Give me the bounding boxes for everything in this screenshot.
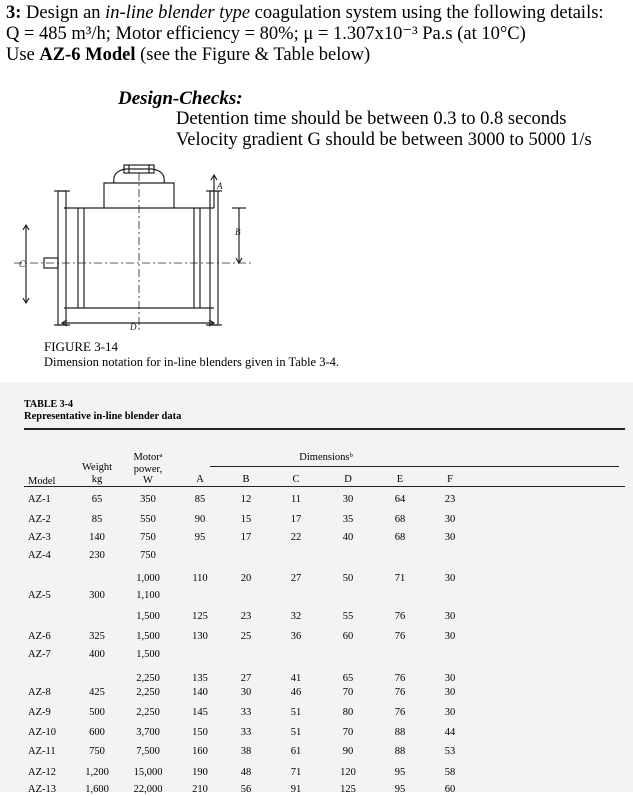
cell-b: 20 (240, 573, 252, 584)
cell-a: 110 (192, 573, 208, 584)
cell-model: AZ-3 (28, 532, 51, 543)
cell-c: 51 (290, 727, 302, 738)
cell-power: 750 (140, 532, 156, 543)
cell-e: 76 (394, 631, 406, 642)
problem-number: 3: (6, 3, 22, 23)
cell-power: 1,000 (136, 573, 160, 584)
figure-caption (44, 339, 339, 370)
cell-power: 1,500 (136, 611, 160, 622)
cell-a: 95 (194, 532, 206, 543)
cell-power: 2,250 (136, 673, 160, 684)
cell-f: 30 (444, 631, 456, 642)
cell-d: 70 (342, 727, 354, 738)
cell-weight: 140 (89, 532, 105, 543)
cell-power: 550 (140, 514, 156, 525)
model-name: AZ-6 Model (39, 45, 136, 65)
cell-weight: 500 (89, 707, 105, 718)
cell-e: 95 (394, 784, 406, 795)
cell-b: 38 (240, 746, 252, 757)
problem-text: Design an (21, 3, 106, 23)
cell-a: 90 (194, 514, 206, 525)
cell-a: 130 (192, 631, 208, 642)
dim-label-c: C (19, 259, 26, 269)
cell-d: 80 (342, 707, 354, 718)
dim-label-d: D (130, 322, 137, 332)
cell-e: 64 (394, 494, 406, 505)
cell-e: 88 (394, 727, 406, 738)
cell-e: 95 (394, 767, 406, 778)
cell-f: 30 (444, 673, 456, 684)
table-title: Representative in-line blender data (24, 411, 182, 422)
cell-weight: 400 (89, 649, 105, 660)
cell-b: 27 (240, 673, 252, 684)
cell-a: 150 (192, 727, 208, 738)
cell-a: 210 (192, 784, 208, 795)
cell-d: 35 (342, 514, 354, 525)
cell-e: 68 (394, 514, 406, 525)
cell-weight: 750 (89, 746, 105, 757)
cell-c: 71 (290, 767, 302, 778)
cell-f: 30 (444, 514, 456, 525)
cell-f: 44 (444, 727, 456, 738)
cell-b: 15 (240, 514, 252, 525)
design-check-item: Velocity gradient G should be between 3000 to 5000 1/s (176, 130, 592, 150)
header-weight: Weight (81, 462, 113, 473)
cell-model: AZ-2 (28, 514, 51, 525)
cell-e: 76 (394, 673, 406, 684)
cell-model: AZ-8 (28, 687, 51, 698)
cell-f: 30 (444, 687, 456, 698)
cell-weight: 1,200 (85, 767, 109, 778)
cell-a: 160 (192, 746, 208, 757)
cell-model: AZ-6 (28, 631, 51, 642)
cell-b: 12 (240, 494, 252, 505)
cell-model: AZ-5 (28, 590, 51, 601)
design-checks-title: Design-Checks: (118, 88, 243, 109)
cell-power: 3,700 (136, 727, 160, 738)
cell-power: 750 (140, 550, 156, 561)
header-a: A (196, 474, 204, 485)
cell-d: 50 (342, 573, 354, 584)
cell-d: 55 (342, 611, 354, 622)
cell-d: 120 (340, 767, 356, 778)
cell-b: 33 (240, 707, 252, 718)
cell-c: 11 (290, 494, 302, 505)
cell-weight: 230 (89, 550, 105, 561)
header-model: Model (28, 476, 56, 487)
cell-b: 17 (240, 532, 252, 543)
cell-weight: 1,600 (85, 784, 109, 795)
cell-model: AZ-9 (28, 707, 51, 718)
cell-b: 25 (240, 631, 252, 642)
cell-a: 140 (192, 687, 208, 698)
figure-caption-title: FIGURE 3-14 (44, 339, 119, 354)
cell-weight: 65 (91, 494, 103, 505)
cell-model: AZ-7 (28, 649, 51, 660)
cell-e: 68 (394, 532, 406, 543)
cell-c: 91 (290, 784, 302, 795)
header-b: B (242, 474, 250, 485)
problem-text: Use (6, 45, 40, 65)
cell-model: AZ-1 (28, 494, 51, 505)
problem-text: coagulation system using the following details: (250, 3, 604, 23)
cell-b: 56 (240, 784, 252, 795)
cell-f: 30 (444, 611, 456, 622)
header-weight-unit: kg (91, 474, 103, 485)
cell-a: 145 (192, 707, 208, 718)
design-check-item: Detention time should be between 0.3 to 0.8 seconds (176, 109, 567, 129)
header-motor: Motorᵃ (133, 452, 163, 463)
header-dimensions: Dimensionsᵇ (299, 452, 353, 463)
dim-label-a: A (217, 181, 223, 191)
header-e: E (396, 474, 404, 485)
cell-power: 2,250 (136, 707, 160, 718)
cell-a: 135 (192, 673, 208, 684)
cell-weight: 425 (89, 687, 105, 698)
dim-label-b: B (235, 227, 241, 237)
inline-blender-figure (14, 163, 284, 335)
header-f: F (447, 474, 453, 485)
cell-d: 70 (342, 687, 354, 698)
cell-f: 30 (444, 532, 456, 543)
cell-e: 76 (394, 611, 406, 622)
cell-a: 125 (192, 611, 208, 622)
cell-f: 53 (444, 746, 456, 757)
header-d: D (344, 474, 352, 485)
table-rule-top (24, 428, 625, 430)
cell-f: 58 (444, 767, 456, 778)
cell-power: 22,000 (133, 784, 163, 795)
cell-model: AZ-4 (28, 550, 51, 561)
header-motor-unit: W (143, 475, 153, 486)
cell-c: 36 (290, 631, 302, 642)
cell-e: 76 (394, 687, 406, 698)
cell-power: 350 (140, 494, 156, 505)
problem-line-3 (6, 44, 370, 66)
cell-c: 22 (290, 532, 302, 543)
cell-c: 17 (290, 514, 302, 525)
dimensions-rule (210, 466, 619, 467)
cell-c: 41 (290, 673, 302, 684)
cell-c: 46 (290, 687, 302, 698)
figure-caption-text: Dimension notation for in-line blenders given in Table 3-4. (44, 355, 340, 369)
cell-c: 61 (290, 746, 302, 757)
cell-c: 27 (290, 573, 302, 584)
cell-a: 85 (194, 494, 206, 505)
table-rule-header (24, 486, 625, 487)
header-c: C (292, 474, 300, 485)
blender-type: in-line blender type (105, 3, 251, 23)
cell-f: 30 (444, 707, 456, 718)
cell-a: 190 (192, 767, 208, 778)
problem-line-1 (6, 2, 604, 24)
cell-b: 23 (240, 611, 252, 622)
cell-b: 48 (240, 767, 252, 778)
cell-model: AZ-10 (28, 727, 56, 738)
cell-c: 32 (290, 611, 302, 622)
problem-text: (see the Figure & Table below) (135, 45, 371, 65)
problem-line-2: Q = 485 m³/h; Motor efficiency = 80%; μ = 1.307x10⁻³ Pa.s (at 10°C) (6, 24, 526, 44)
cell-model: AZ-13 (28, 784, 56, 795)
cell-weight: 85 (91, 514, 103, 525)
cell-d: 60 (342, 631, 354, 642)
cell-power: 2,250 (136, 687, 160, 698)
cell-model: AZ-12 (28, 767, 56, 778)
cell-f: 30 (444, 573, 456, 584)
cell-weight: 325 (89, 631, 105, 642)
cell-d: 90 (342, 746, 354, 757)
cell-power: 1,500 (136, 631, 160, 642)
cell-weight: 600 (89, 727, 105, 738)
cell-d: 30 (342, 494, 354, 505)
cell-power: 15,000 (133, 767, 163, 778)
cell-e: 76 (394, 707, 406, 718)
cell-d: 40 (342, 532, 354, 543)
cell-e: 88 (394, 746, 406, 757)
header-motor-power: power, (133, 464, 163, 475)
cell-e: 71 (394, 573, 406, 584)
cell-b: 30 (240, 687, 252, 698)
cell-f: 23 (444, 494, 456, 505)
cell-weight: 300 (89, 590, 105, 601)
cell-d: 125 (340, 784, 356, 795)
cell-power: 1,500 (136, 649, 160, 660)
cell-model: AZ-11 (28, 746, 56, 757)
cell-b: 33 (240, 727, 252, 738)
cell-power: 1,100 (136, 590, 160, 601)
cell-power: 7,500 (136, 746, 160, 757)
table-number: TABLE 3-4 (24, 399, 73, 410)
cell-f: 60 (444, 784, 456, 795)
cell-d: 65 (342, 673, 354, 684)
cell-c: 51 (290, 707, 302, 718)
